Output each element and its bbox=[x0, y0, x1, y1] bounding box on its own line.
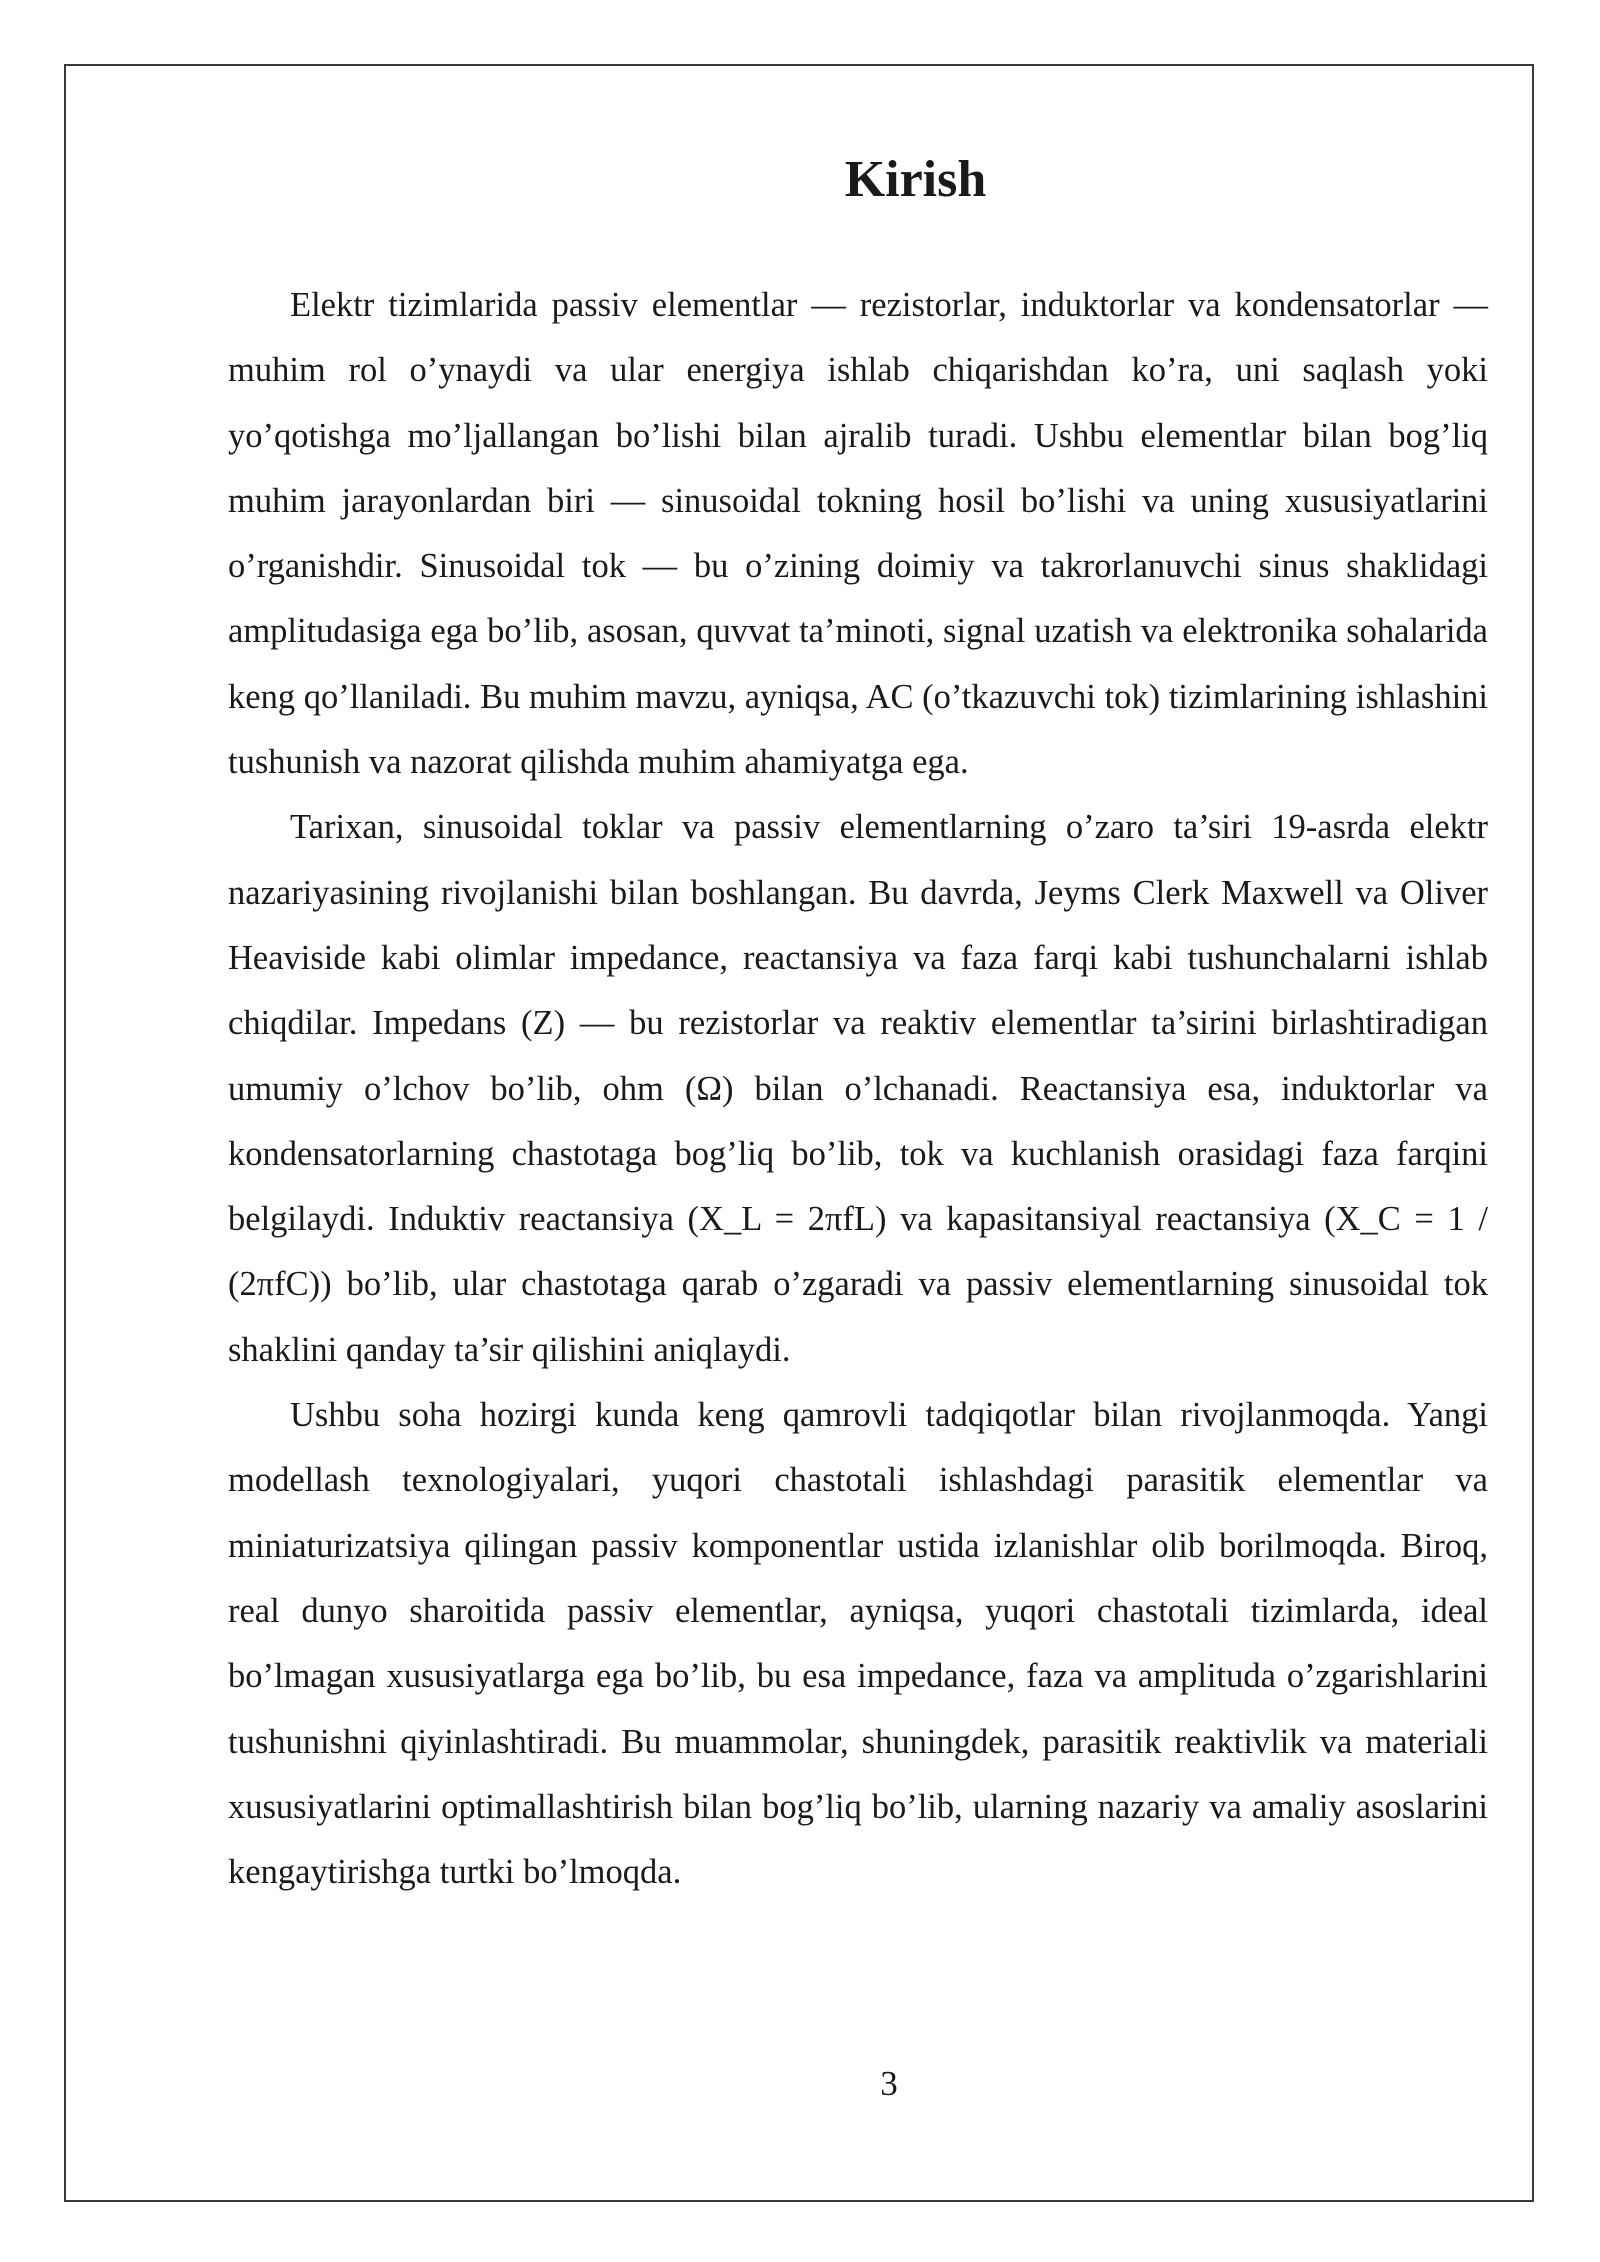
paragraph-2: Tarixan, sinusoidal toklar va passiv elementlarning o’zaro ta’siri 19-asrda elektr nazariyasining rivojlanishi bilan boshlangan. Bu davrda, Jeyms Clerk Maxwell va Oliver Heaviside kabi olimlar impedance, reactansiya va faza farqi kabi tushunchalarni ishlab chiqdilar. Impedans (Z) — bu rezistorlar va reaktiv elementlar ta’sirini birlashtiradigan umumiy o’lchov bo’lib, ohm (Ω) bilan o’lchanadi. Reactansiya esa, induktorlar va kondensatorlarning chastotaga bog’liq bo’lib, tok va kuchlanish orasidagi faza farqini belgilaydi. Induktiv reactansiya (X_L = 2πfL) va kapasitansiyal reactansiya (X_C = 1 / (2πfC)) bo’lib, ular chastotaga qarab o’zgaradi va passiv elementlarning sinusoidal tok shaklini qanday ta’sir qilishini aniqlaydi. bbox=[228, 808, 1488, 1369]
page-content bbox=[228, 145, 1488, 1905]
page-number: 3 bbox=[880, 2064, 898, 2103]
paragraph-1: Elektr tizimlarida passiv elementlar — rezistorlar, induktorlar va kondensatorlar — muhim rol o’ynaydi va ular energiya ishlab chiqarishdan ko’ra, uni saqlash yoki yo’qotishga mo’ljallangan bo’lishi bilan ajralib turadi. Ushbu elementlar bilan bog’liq muhim jarayonlardan biri — sinusoidal tokning hosil bo’lishi va uning xususiyatlarini o’rganishdir. Sinusoidal tok — bu o’zining doimiy va takrorlanuvchi sinus shaklidagi amplitudasiga ega bo’lib, asosan, quvvat ta’minoti, signal uzatish va elektronika sohalarida keng qo’llaniladi. Bu muhim mavzu, ayniqsa, AC (o’tkazuvchi tok) tizimlarining ishlashini tushunish va nazorat qilishda muhim ahamiyatga ega. bbox=[228, 286, 1488, 782]
section-title: Kirish bbox=[844, 151, 987, 208]
paragraph-3: Ushbu soha hozirgi kunda keng qamrovli tadqiqotlar bilan rivojlanmoqda. Yangi modellash texnologiyalari, yuqori chastotali ishlashdagi parasitik elementlar va miniaturizatsiya qilingan passiv komponentlar ustida izlanishlar olib borilmoqda. Biroq, real dunyo sharoitida passiv elementlar, ayniqsa, yuqori chastotali tizimlarda, ideal bo’lmagan xususiyatlarga ega bo’lib, bu esa impedance, faza va amplituda o’zgarishlarini tushunishni qiyinlashtiradi. Bu muammolar, shuningdek, parasitik reaktivlik va materiali xususiyatlarini optimallashtirish bilan bog’liq bo’lib, ularning nazariy va amaliy asoslarini kengaytirishga turtki bo’lmoqda. bbox=[228, 1396, 1488, 1892]
